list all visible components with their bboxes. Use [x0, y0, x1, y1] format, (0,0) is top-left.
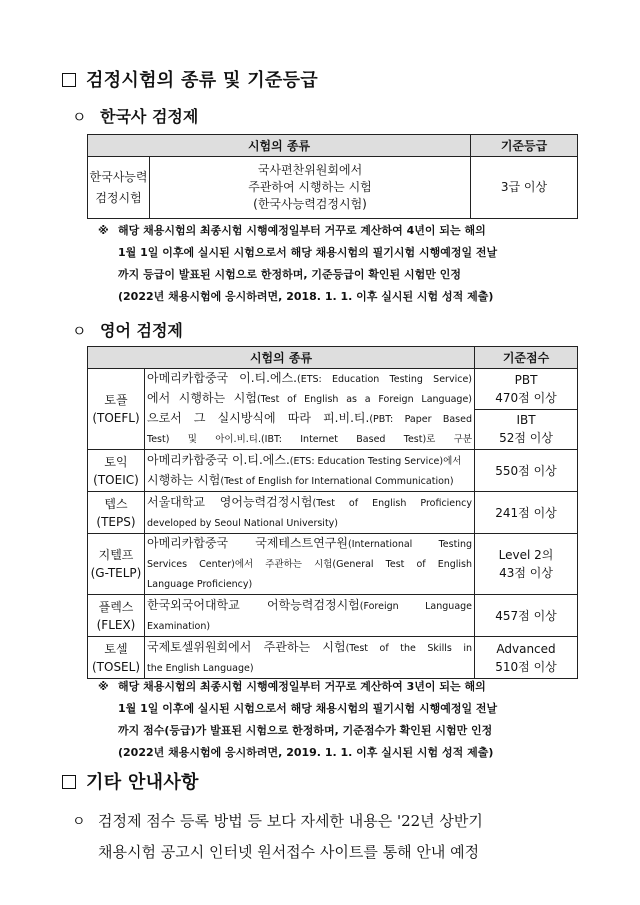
header-exam-type: 시험의 종류	[88, 135, 471, 157]
score-value: 510점 이상	[495, 659, 557, 674]
desc-text-small: (Test of English Proficiency	[312, 497, 473, 509]
exam-desc-line: 국사편찬위원회에서	[257, 163, 363, 177]
desc-text: 한국외국어대학교 어학능력검정시험	[147, 597, 360, 612]
exam-name-cell	[88, 492, 145, 534]
note-line: 1월 1일 이후에 실시된 시험으로서 해당 채용시험의 필기시험 시행예정일 전날	[118, 246, 498, 259]
desc-text-small: (IBT: Internet Based Test)로 구분	[260, 434, 472, 445]
table-row-flex	[88, 595, 578, 637]
circle-bullet-icon: ㅇ	[72, 322, 87, 340]
desc-text: 서울대학교 영어능력검정시험	[147, 494, 313, 509]
desc-line	[147, 471, 472, 491]
header-exam-type: 시험의 종류	[88, 347, 475, 369]
desc-text: 아메리카합중국 국제테스트연구원	[147, 536, 348, 550]
desc-line	[147, 451, 472, 471]
exam-name-cell	[88, 637, 145, 679]
exam-name-cell	[88, 369, 145, 450]
exam-desc-cell	[145, 595, 475, 637]
score-cell	[475, 637, 578, 679]
desc-text-small: Language Proficiency)	[147, 579, 253, 590]
table-row-toefl	[88, 369, 578, 410]
desc-line	[147, 389, 472, 409]
circle-bullet-icon: ㅇ	[72, 108, 87, 126]
score-label: PBT	[514, 372, 538, 387]
exam-name-cell	[88, 157, 150, 219]
score-cell-ibt	[475, 409, 578, 450]
exam-name-korean: 토익	[104, 454, 128, 469]
desc-line	[147, 554, 472, 574]
desc-text-small: developed by Seoul National University)	[147, 517, 338, 529]
exam-name-line: 검정시험	[95, 190, 142, 205]
desc-text: 시행하는 시험	[147, 472, 221, 487]
subtitle-text: 영어 검정제	[100, 321, 183, 340]
checkbox-square-icon	[62, 775, 76, 789]
exam-name-english: (G-TELP)	[90, 566, 142, 580]
exam-desc-cell	[145, 369, 475, 450]
desc-text-small: (ETS: Education Testing Service)	[297, 374, 472, 385]
exam-desc-cell	[145, 637, 475, 679]
desc-text-small: (PBT: Paper Based	[369, 414, 473, 425]
exam-name-korean: 플렉스	[98, 599, 134, 614]
info-line: 채용시험 공고시 인터넷 원서접수 사이트를 통해 안내 예정	[98, 843, 480, 861]
desc-text: 에서 시행하는 시험	[147, 391, 257, 405]
desc-line	[147, 369, 472, 389]
exam-name-cell	[88, 595, 145, 637]
exam-name-english: (TOSEL)	[91, 659, 141, 674]
desc-line	[147, 658, 472, 678]
note-line: (2022년 채용시험에 응시하려면, 2019. 1. 1. 이후 실시된 시험 성적 제출)	[118, 746, 494, 759]
exam-name-cell	[88, 450, 145, 492]
note-line: 1월 1일 이후에 실시된 시험으로서 해당 채용시험의 필기시험 시행예정일 전날	[118, 702, 498, 715]
score-cell: 550점 이상	[475, 450, 578, 492]
desc-text-small: (Foreign Language	[359, 600, 473, 612]
exam-name-english: (TOEIC)	[93, 472, 139, 487]
exam-desc-cell	[150, 157, 471, 219]
score-cell	[475, 534, 578, 595]
desc-line	[147, 493, 472, 513]
desc-line	[147, 616, 472, 636]
note-line: 까지 등급이 발표된 시험으로 한정하며, 기준등급이 확인된 시험만 인정	[118, 268, 461, 281]
subtitle-korean-history	[72, 104, 198, 127]
note-line: 해당 채용시험의 최종시험 시행예정일부터 거꾸로 계산하여 3년이 되는 해의	[118, 680, 486, 693]
desc-line	[147, 409, 472, 429]
other-info-body	[72, 806, 483, 867]
section-title-other-info	[62, 768, 199, 794]
note-line: 해당 채용시험의 최종시험 시행예정일부터 거꾸로 계산하여 4년이 되는 해의	[118, 224, 486, 237]
exam-desc-cell	[145, 534, 475, 595]
exam-desc-line: 주관하여 시행하는 시험	[248, 180, 372, 194]
subtitle-english	[72, 318, 183, 341]
exam-name-korean: 토플	[104, 393, 128, 407]
subtitle-text: 한국사 검정제	[100, 107, 199, 126]
desc-line	[147, 596, 472, 616]
table-header-row	[88, 347, 578, 369]
score-value: 470점 이상	[495, 390, 557, 405]
exam-name-korean: 지텔프	[98, 548, 134, 562]
score-label: Level 2의	[498, 548, 554, 562]
info-line: 검정제 점수 등록 방법 등 보다 자세한 내용은 '22년 상반기	[98, 812, 483, 830]
table-row-tosel	[88, 637, 578, 679]
desc-line	[147, 534, 472, 554]
desc-line	[147, 429, 472, 449]
exam-desc-line: (한국사능력검정시험)	[253, 197, 367, 211]
header-standard-score: 기준점수	[475, 347, 578, 369]
desc-line	[147, 638, 472, 658]
desc-text-small: (Test of English as a Foreign Language)	[256, 394, 472, 405]
table-row-toeic	[88, 450, 578, 492]
desc-text-small: Test) 및 아이.비.티.	[147, 434, 261, 445]
score-cell: 241점 이상	[475, 492, 578, 534]
table-row	[88, 157, 578, 219]
desc-line	[147, 574, 472, 594]
desc-text: 아메리카합중국 이.티.에스.	[147, 371, 297, 385]
score-label: Advanced	[496, 641, 556, 656]
score-label: IBT	[516, 413, 536, 428]
header-standard-grade: 기준등급	[471, 135, 578, 157]
exam-name-korean: 토셀	[104, 641, 128, 656]
exam-desc-cell	[145, 450, 475, 492]
score-value: 43점 이상	[499, 566, 553, 580]
desc-text-small: Examination)	[147, 620, 211, 632]
exam-desc-cell	[145, 492, 475, 534]
desc-text: 아메리카합중국 이.티.에스.	[147, 452, 290, 467]
desc-line	[147, 513, 472, 533]
score-cell-pbt	[475, 369, 578, 410]
exam-name-cell	[88, 534, 145, 595]
note-mark-icon: ※	[98, 680, 109, 693]
exam-name-english: (TEPS)	[96, 514, 136, 529]
exam-name-line: 한국사능력	[89, 169, 148, 184]
section-title-text: 검정시험의 종류 및 기준등급	[86, 70, 318, 91]
desc-text-small: (Test of English for International Communication)	[220, 475, 454, 487]
table-row-gtelp	[88, 534, 578, 595]
score-cell: 457점 이상	[475, 595, 578, 637]
korean-history-note	[98, 220, 497, 308]
grade-cell: 3급 이상	[471, 157, 578, 219]
note-line: 까지 점수(등급)가 발표된 시험으로 한정하며, 기준점수가 확인된 시험만 인정	[118, 724, 493, 737]
korean-history-table	[87, 134, 578, 219]
score-value: 52점 이상	[499, 431, 553, 446]
section-title-exam-types	[62, 66, 318, 92]
section-title-text: 기타 안내사항	[86, 772, 199, 793]
exam-name-korean: 텝스	[104, 496, 128, 511]
desc-text-small: (ETS: Education Testing Service)에서	[289, 455, 462, 467]
desc-text-small: (International Testing	[347, 539, 473, 550]
desc-text-small: the English Language)	[147, 662, 254, 674]
table-row-teps	[88, 492, 578, 534]
english-exam-table	[87, 346, 578, 679]
exam-name-english: (FLEX)	[96, 617, 136, 632]
exam-name-english: (TOEFL)	[92, 411, 140, 425]
note-line: (2022년 채용시험에 응시하려면, 2018. 1. 1. 이후 실시된 시험 성적 제출)	[118, 290, 494, 303]
english-note	[98, 676, 497, 764]
table-header-row	[88, 135, 578, 157]
desc-text-small: (Test of the Skills in	[345, 642, 473, 654]
note-mark-icon: ※	[98, 224, 109, 237]
desc-text: 으로서 그 실시방식에 따라 피.비.티.	[147, 411, 370, 425]
checkbox-square-icon	[62, 73, 76, 87]
desc-text: 국제토셀위원회에서 주관하는 시험	[147, 639, 346, 654]
circle-bullet-icon: ㅇ	[72, 814, 86, 830]
desc-text-small: Services Center)에서 주관하는 시험(General Test of English	[147, 559, 473, 570]
